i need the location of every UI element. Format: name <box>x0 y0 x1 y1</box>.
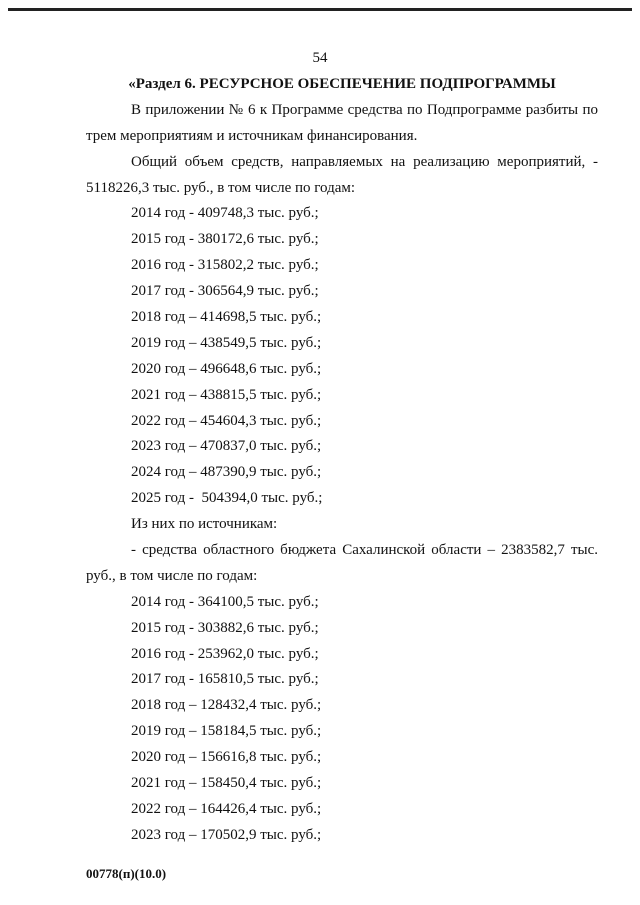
section-heading: «Раздел 6. РЕСУРСНОЕ ОБЕСПЕЧЕНИЕ ПОДПРОГРАММЫ <box>128 76 556 92</box>
paragraph1-line1: В приложении № 6 к Программе средства по Подпрограмме разбиты по <box>131 101 598 118</box>
total-year-2016: 2016 год - 315802,2 тыс. руб.; <box>131 257 319 274</box>
regional-year-2019: 2019 год – 158184,5 тыс. руб.; <box>131 723 322 740</box>
regional-year-2021: 2021 год – 158450,4 тыс. руб.; <box>131 775 322 792</box>
total-year-2022: 2022 год – 454604,3 тыс. руб.; <box>131 412 322 429</box>
regional-year-2015: 2015 год - 303882,6 тыс. руб.; <box>131 619 319 636</box>
regional-year-2022: 2022 год – 164426,4 тыс. руб.; <box>131 800 322 817</box>
regional-year-2018: 2018 год – 128432,4 тыс. руб.; <box>131 697 322 714</box>
total-year-2018: 2018 год – 414698,5 тыс. руб.; <box>131 309 322 326</box>
regional-year-2020: 2020 год – 156616,8 тыс. руб.; <box>131 749 322 766</box>
page-number: 54 <box>312 50 328 66</box>
sources-intro: Из них по источникам: <box>131 516 278 533</box>
total-year-2024: 2024 год – 487390,9 тыс. руб.; <box>131 464 322 481</box>
paragraph2-line2: 5118226,3 тыс. руб., в том числе по годам: <box>86 179 356 196</box>
document-footer-code: 00778(п)(10.0) <box>86 866 167 881</box>
total-year-2021: 2021 год – 438815,5 тыс. руб.; <box>131 386 322 403</box>
regional-year-2017: 2017 год - 165810,5 тыс. руб.; <box>131 671 319 688</box>
document-body <box>86 72 598 849</box>
total-year-2025: 2025 год - 504394,0 тыс. руб.; <box>131 490 323 507</box>
total-year-2017: 2017 год - 306564,9 тыс. руб.; <box>131 283 319 300</box>
regional-budget-line2: руб., в том числе по годам: <box>86 567 258 584</box>
total-year-2015: 2015 год - 380172,6 тыс. руб.; <box>131 231 319 248</box>
total-year-2023: 2023 год – 470837,0 тыс. руб.; <box>131 438 322 455</box>
total-year-2014: 2014 год - 409748,3 тыс. руб.; <box>131 205 319 222</box>
paragraph2-line1: Общий объем средств, направляемых на реализацию мероприятий, - <box>131 153 598 170</box>
total-year-2020: 2020 год – 496648,6 тыс. руб.; <box>131 360 322 377</box>
regional-year-2014: 2014 год - 364100,5 тыс. руб.; <box>131 593 319 610</box>
paragraph1-line2: трем мероприятиям и источникам финансирования. <box>86 127 418 144</box>
total-year-2019: 2019 год – 438549,5 тыс. руб.; <box>131 334 322 351</box>
regional-budget-line1: - средства областного бюджета Сахалинской области – 2383582,7 тыс. <box>131 542 598 559</box>
regional-year-2023: 2023 год – 170502,9 тыс. руб.; <box>131 826 322 843</box>
regional-year-2016: 2016 год - 253962,0 тыс. руб.; <box>131 645 319 662</box>
top-border-rule <box>8 8 632 11</box>
